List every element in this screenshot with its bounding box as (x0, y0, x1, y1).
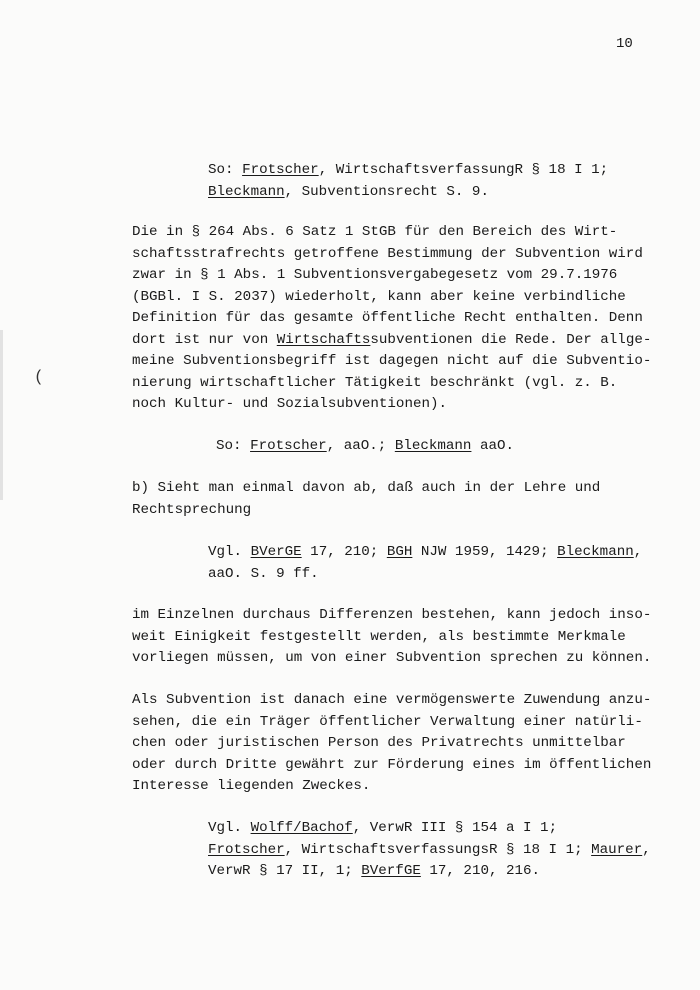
text-line (132, 627, 651, 649)
text-segment: aaO. (471, 438, 515, 454)
text-segment: NJW 1959, 1429; (412, 544, 558, 560)
text-line (132, 648, 651, 670)
text-line (208, 861, 651, 883)
text-segment: VerwR § 17 II, 1; (208, 863, 362, 879)
text-line (132, 500, 600, 522)
text-segment: schaftsstrafrechts getroffene Bestimmung der Subvention wird (132, 245, 643, 262)
paragraph (132, 222, 651, 416)
underlined-reference: BVerfGE (361, 863, 421, 879)
text-segment: vorliegen müssen, um von einer Subvention sprechen zu können. (132, 650, 652, 666)
text-line (208, 564, 642, 586)
text-segment: b) Sieht man einmal davon ab, daß auch in der Lehre und (132, 480, 601, 496)
underlined-reference: Bleckmann (557, 544, 634, 560)
text-segment: chen oder juristischen Person des Privatrechts unmittelbar (132, 735, 626, 751)
text-line (208, 818, 651, 840)
text-segment: Definition für das gesamte öffentliche Recht enthalten. Denn (132, 310, 643, 326)
underlined-reference: Frotscher (208, 841, 285, 858)
text-segment: zwar in § 1 Abs. 1 Subventionsvergabegesetz vom 29.7.1976 (132, 267, 618, 283)
text-line (132, 244, 651, 266)
text-segment: , (633, 544, 643, 560)
text-line (132, 755, 651, 777)
underlined-reference: Wirtschafts (276, 331, 371, 348)
text-segment: So: (208, 162, 243, 178)
text-line (132, 478, 600, 500)
text-segment: Die in § 264 Abs. 6 Satz 1 StGB für den Bereich des Wirt- (132, 224, 618, 240)
citation-block (216, 436, 514, 458)
underlined-reference: BVerGE (250, 544, 302, 560)
text-segment: , Subventionsrecht S. 9. (284, 183, 489, 200)
margin-mark: ( (34, 368, 44, 386)
text-segment: Interesse liegenden Zweckes. (132, 778, 371, 794)
text-segment: im Einzelnen durchaus Differenzen bestehen, kann jedoch inso- (132, 607, 652, 623)
paragraph (132, 605, 651, 670)
text-segment: , WirtschaftsverfassungsR § 18 I 1; (284, 841, 592, 858)
text-segment: Vgl. (208, 544, 251, 560)
text-line (208, 840, 651, 862)
text-segment: , (642, 841, 651, 858)
text-line (132, 776, 651, 798)
citation-block (208, 542, 642, 585)
text-line (132, 394, 651, 416)
text-segment: weit Einigkeit festgestellt werden, als bestimmte Merkmale (132, 628, 626, 645)
page-number: 10 (616, 36, 633, 52)
text-segment: dort ist nur von (132, 331, 277, 348)
text-line (132, 330, 651, 352)
text-segment: nierung wirtschaftlicher Tätigkeit beschränkt (vgl. z. B. (132, 374, 618, 391)
scan-edge-shadow (0, 330, 3, 500)
paragraph (132, 690, 651, 798)
underlined-reference: Frotscher (250, 438, 327, 454)
text-line (132, 308, 651, 330)
text-segment: So: (216, 438, 251, 454)
text-line (208, 160, 608, 182)
underlined-reference: Bleckmann (394, 438, 472, 454)
text-segment: 17, 210; (301, 544, 387, 560)
underlined-reference: Wolff/Bachof (250, 820, 353, 836)
text-line (208, 182, 608, 204)
text-segment: noch Kultur- und Sozialsubventionen). (132, 396, 448, 412)
text-line (132, 712, 651, 734)
text-segment: subventionen die Rede. Der allge- (370, 331, 652, 348)
text-line (208, 542, 642, 564)
paragraph (132, 478, 600, 521)
text-segment: , WirtschaftsverfassungR § 18 I 1; (318, 162, 609, 178)
text-line (132, 265, 651, 287)
text-segment: (BGBl. I S. 2037) wiederholt, kann aber keine verbindliche (132, 288, 626, 305)
text-segment: , aaO.; (326, 438, 395, 454)
citation-block (208, 160, 608, 203)
text-segment: Als Subvention ist danach eine vermögenswerte Zuwendung anzu- (132, 692, 652, 708)
text-line (132, 351, 651, 373)
text-line (132, 605, 651, 627)
text-line (132, 690, 651, 712)
text-segment: meine Subventionsbegriff ist dagegen nicht auf die Subventio- (132, 353, 652, 369)
underlined-reference: Maurer (591, 841, 643, 858)
text-segment: aaO. S. 9 ff. (208, 565, 319, 582)
text-segment: oder durch Dritte gewährt zur Förderung eines im öffentlichen (132, 756, 652, 773)
underlined-reference: Bleckmann (208, 183, 285, 200)
text-segment: , VerwR III § 154 a I 1; (352, 820, 558, 836)
text-segment: sehen, die ein Träger öffentlicher Verwaltung einer natürli- (132, 713, 643, 730)
text-line (132, 287, 651, 309)
underlined-reference: BGH (386, 544, 413, 560)
text-line (216, 436, 514, 458)
text-line (132, 373, 651, 395)
text-line (132, 733, 651, 755)
text-segment: Vgl. (208, 820, 251, 836)
text-line (132, 222, 651, 244)
underlined-reference: Frotscher (242, 162, 319, 178)
citation-block (208, 818, 651, 883)
text-segment: 17, 210, 216. (420, 863, 541, 879)
text-segment: Rechtsprechung (132, 501, 252, 518)
